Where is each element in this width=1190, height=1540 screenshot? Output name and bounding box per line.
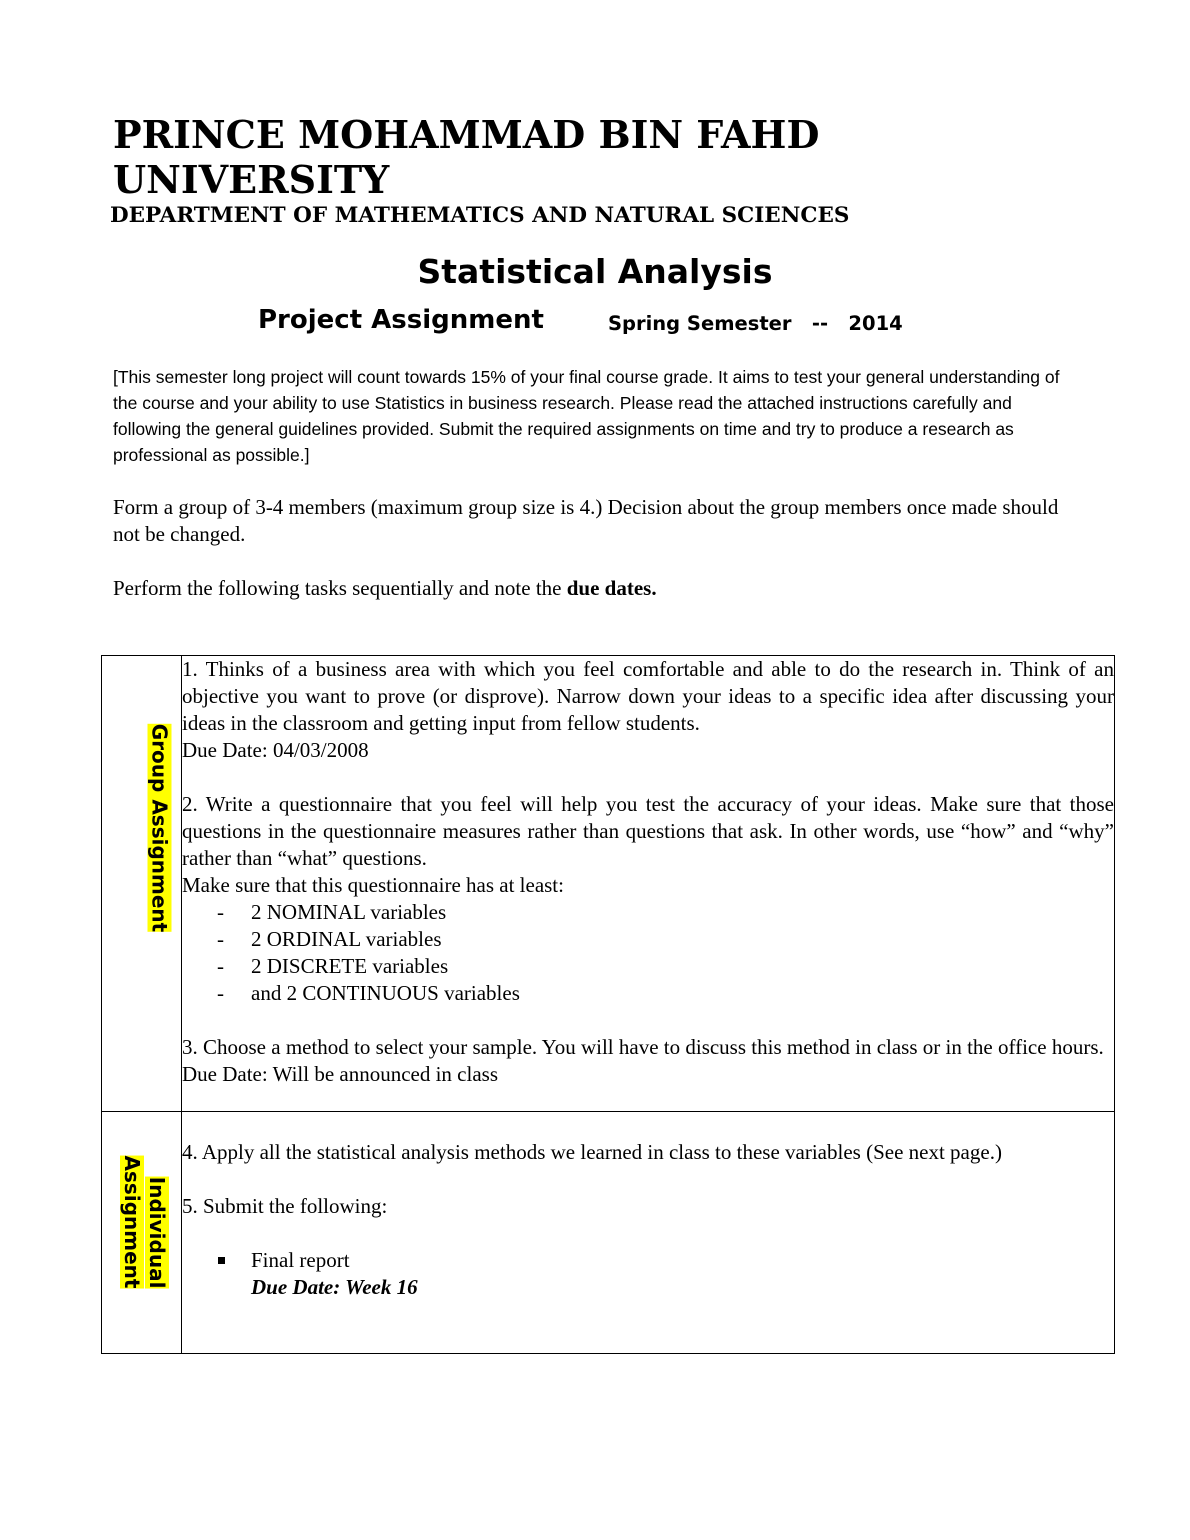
- task-3-due-date: Due Date: Will be announced in class: [182, 1062, 499, 1086]
- deliverables-list: [182, 1247, 1114, 1301]
- assignment-table: [101, 655, 1115, 1354]
- group-assignment-row: [102, 656, 1115, 1112]
- list-item: [182, 1247, 1114, 1301]
- list-item: - and 2 CONTINUOUS variables: [182, 980, 1114, 1007]
- project-heading: Project Assignment: [258, 305, 544, 335]
- semester-label: Spring Semester -- 2014: [608, 312, 903, 335]
- tasks-note-text: Perform the following tasks sequentially and note the: [113, 576, 567, 600]
- task-1-due-date: Due Date: 04/03/2008: [182, 738, 369, 762]
- variables-list: [182, 899, 1114, 1007]
- university-title: PRINCE MOHAMMAD BIN FAHD UNIVERSITY: [113, 112, 820, 202]
- department-title: DEPARTMENT OF MATHEMATICS AND NATURAL SCIENCES: [110, 203, 850, 228]
- task-4: 4. Apply all the statistical analysis methods we learned in class to these variables (See next page.): [182, 1140, 1002, 1164]
- bullet-square-icon: [218, 1257, 225, 1264]
- individual-assignment-row: [102, 1112, 1115, 1354]
- deliverable-due-date: Due Date: Week 16: [251, 1275, 418, 1299]
- task-5: 5. Submit the following:: [182, 1194, 388, 1218]
- course-title: Statistical Analysis: [417, 252, 773, 291]
- task-3: 3. Choose a method to select your sample. You will have to discuss this method in class or in the office hours.: [182, 1035, 1104, 1059]
- task-2: 2. Write a questionnaire that you feel will help you test the accuracy of your ideas. Make sure that those questions in the questionnaire measures rather than questions that ask. In other words, use “how” and “why” rather than “what” questions.: [182, 792, 1114, 870]
- tasks-note: [113, 575, 1083, 602]
- list-item: - 2 ORDINAL variables: [182, 926, 1114, 953]
- task-1: 1. Thinks of a business area with which you feel comfortable and able to do the research in. Think of an objective you want to prove (or disprove). Narrow down your ideas to a specific idea after discussing your ideas in the classroom and getting input from fellow students.: [182, 657, 1114, 735]
- group-label-cell: [102, 656, 182, 1112]
- list-item: - 2 DISCRETE variables: [182, 953, 1114, 980]
- group-assignment-label: Group Assignment: [147, 723, 171, 932]
- due-dates-emphasis: due dates.: [566, 576, 657, 600]
- individual-assignment-label: Individual Assignment: [119, 1155, 169, 1288]
- intro-paragraph: [This semester long project will count towards 15% of your final course grade. It aims to test your general understanding of the course and your ability to use Statistics in business research. Please read the attached instructions carefully and following the general guidelines provided. Submit the required assignments on time and try to produce a research as professional as possible.]: [113, 367, 1060, 465]
- group-note: Form a group of 3-4 members (maximum group size is 4.) Decision about the group members once made should not be changed.: [113, 495, 1059, 546]
- individual-tasks-cell: [182, 1112, 1115, 1354]
- group-tasks-cell: [182, 656, 1115, 1112]
- deliverable-name: Final report: [251, 1248, 350, 1272]
- individual-label-cell: [102, 1112, 182, 1354]
- list-item: - 2 NOMINAL variables: [182, 899, 1114, 926]
- task-2-intro: Make sure that this questionnaire has at least:: [182, 873, 564, 897]
